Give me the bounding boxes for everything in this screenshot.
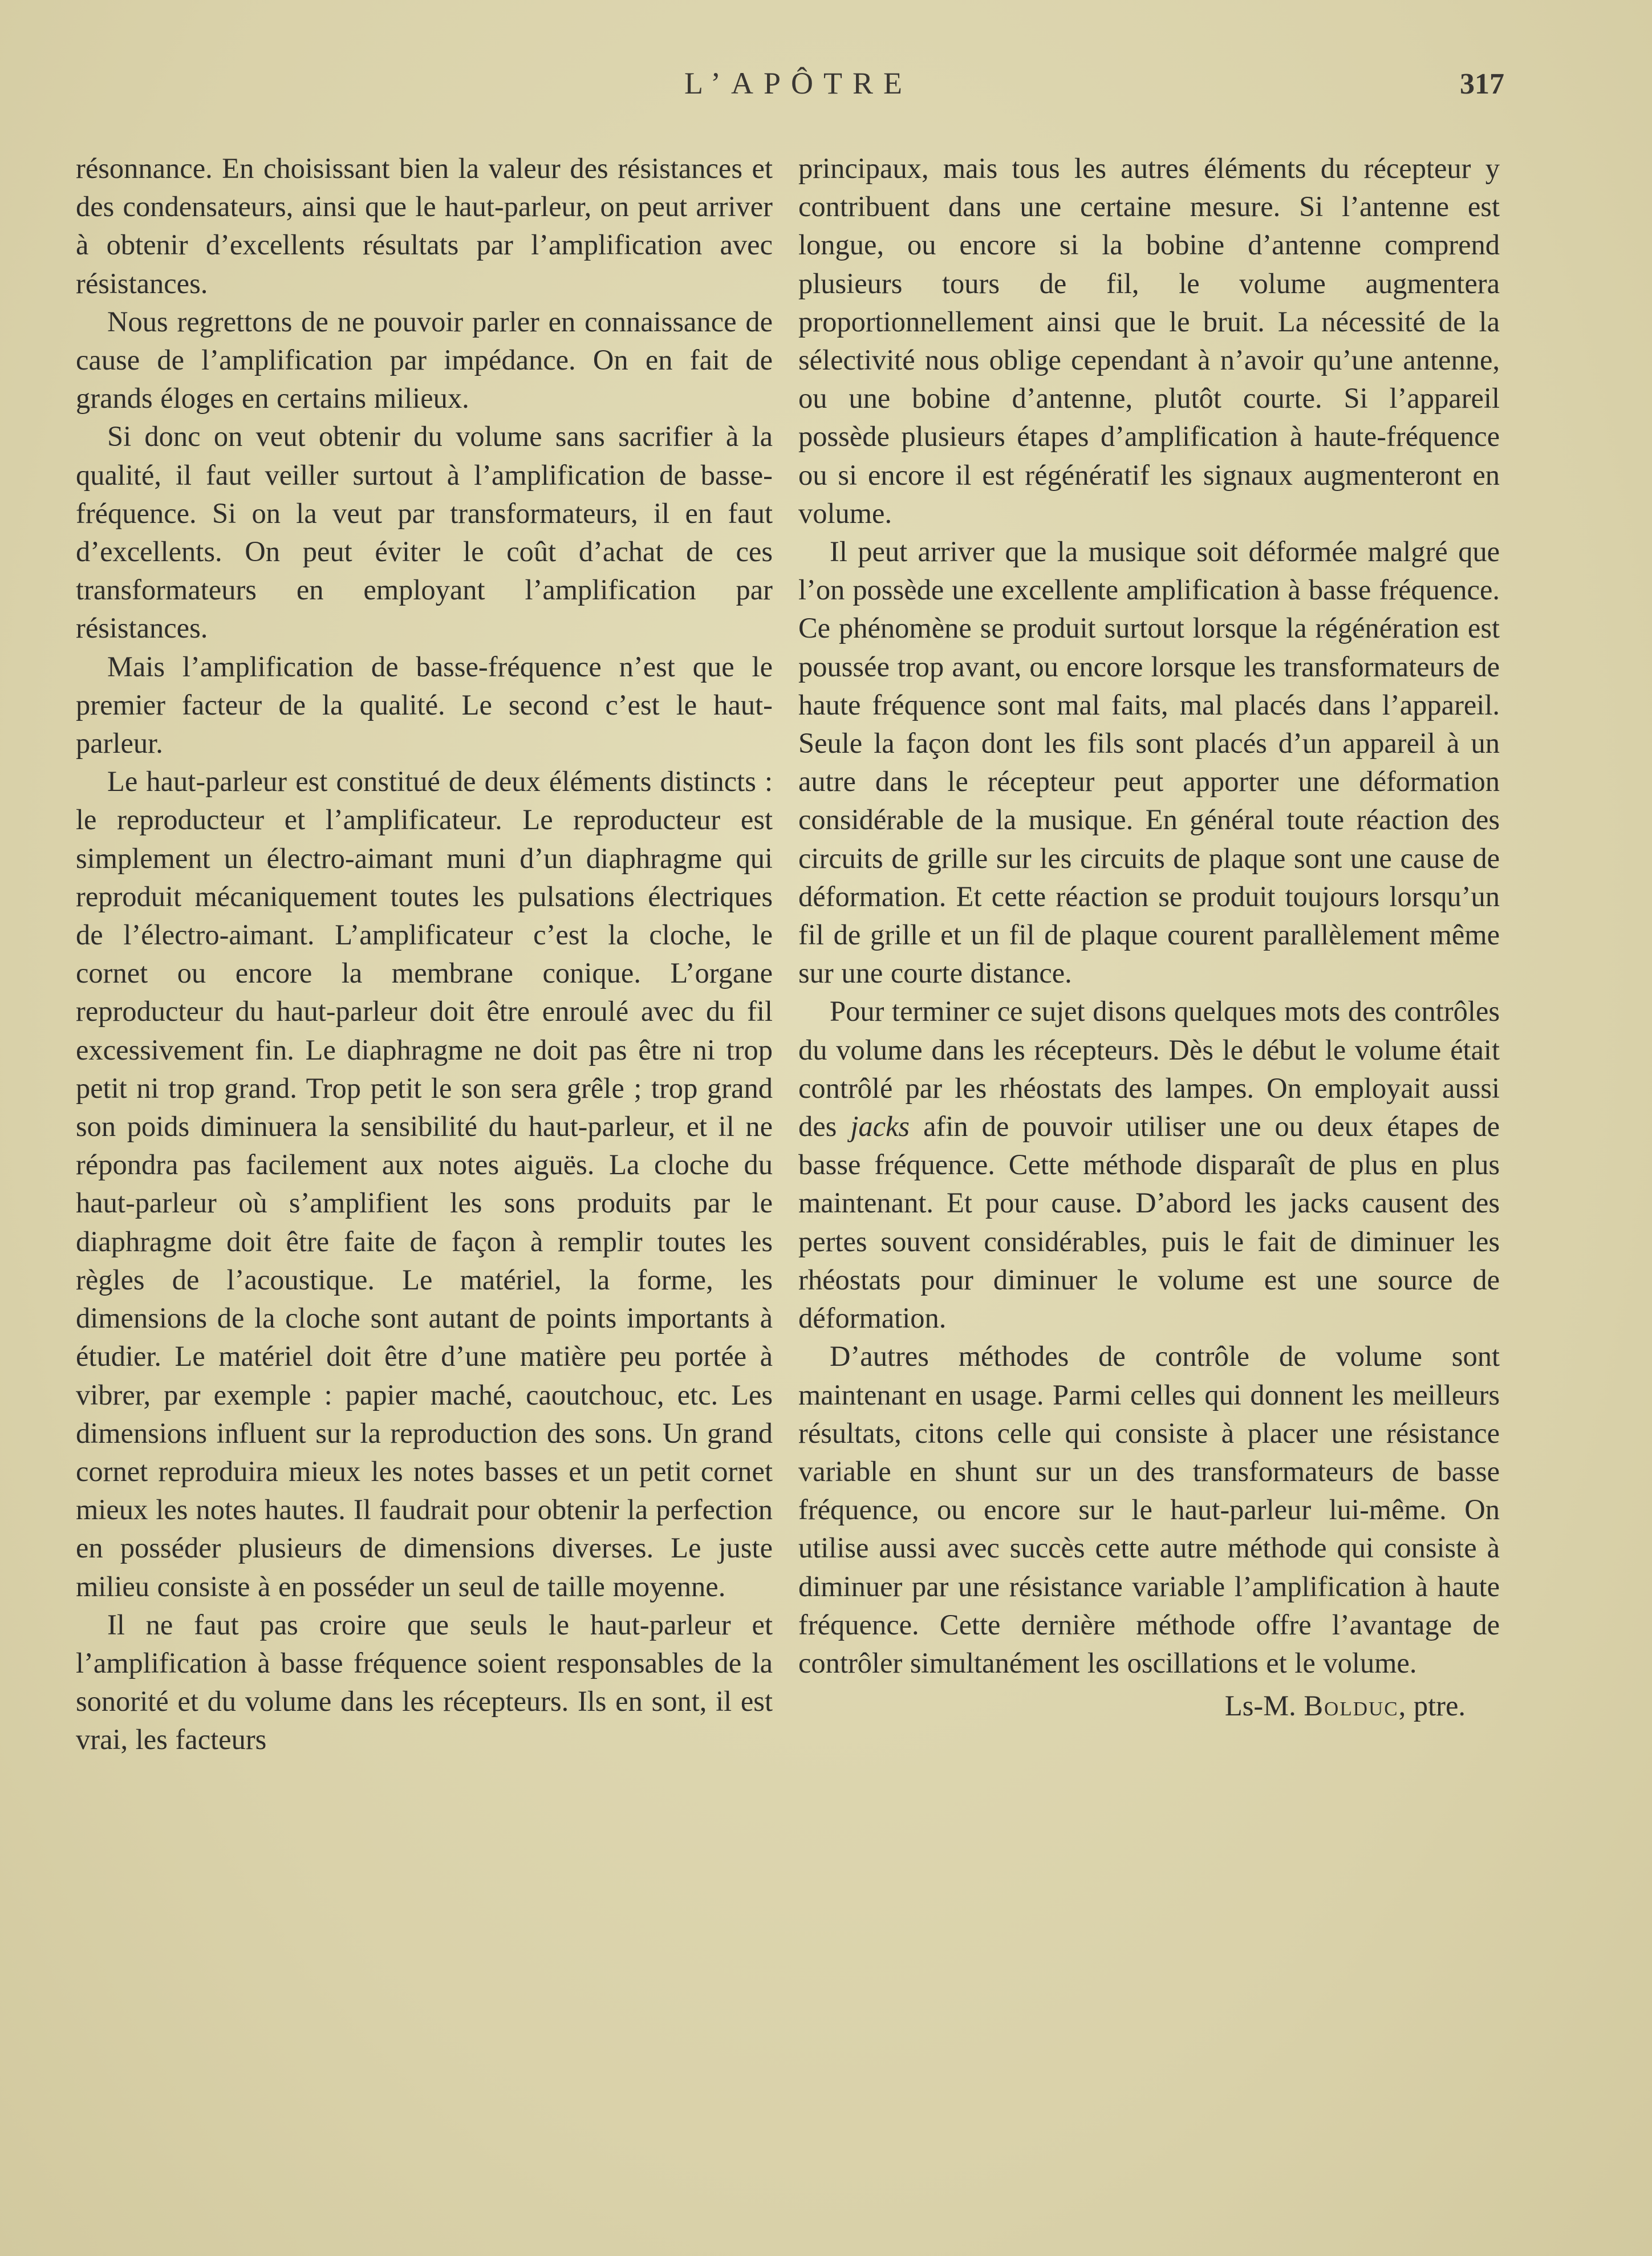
running-title: L’APÔTRE (684, 66, 913, 100)
signature-prefix: Ls-M. (1224, 1690, 1296, 1722)
paragraph: Nous regrettons de ne pouvoir parler en connaissance de cause de l’amplification par impédance. On en fait de grands éloges en certains milieux. (76, 305, 773, 415)
paragraph-text: afin de pouvoir utiliser une ou deux étapes de basse fréquence. Cette méthode disparaît de plus en plus maintenant. Et pour cause. D’abord les jacks causent des pertes souvent considérables, puis le fait de diminuer les rhéostats pour diminuer le volume est une source de déformation. (798, 1110, 1500, 1334)
paragraph: résonnance. En choisissant bien la valeur des résistances et des condensateurs, ainsi que le haut-parleur, on peut arriver à obtenir d’excellents résultats par l’amplification avec résistances. (76, 152, 773, 299)
paragraph: principaux, mais tous les autres éléments du récepteur y contribuent dans une certaine mesure. Si l’antenne est longue, ou encore si la bobine d’antenne comprend plusieurs tours de fil, le volume augmentera proportionnellement ainsi que le bruit. La nécessité de la sélectivité nous oblige cependant à n’avoir qu’une antenne, ou une bobine d’antenne, plutôt courte. Si l’appareil possède plusieurs étapes d’amplification à haute-fréquence ou si encore il est régénératif les signaux augmenteront en volume. (798, 152, 1500, 529)
paragraph-text: Pour terminer ce sujet disons quelques mots des contrôles du volume dans les récepteurs. Dès le début le volume était contrôlé par les rhéostats des lampes. On employait aussi des (798, 995, 1500, 1143)
right-column (798, 149, 1500, 1725)
signature-name: Bolduc (1304, 1690, 1399, 1722)
paragraph: Il ne faut pas croire que seuls le haut-parleur et l’amplification à basse fréquence soient responsables de la sonorité et du volume dans les récepteurs. Ils en sont, il est vrai, les facteurs (76, 1608, 773, 1756)
author-signature (798, 1687, 1500, 1725)
signature-suffix: , ptre. (1398, 1690, 1466, 1722)
paragraph: Si donc on veut obtenir du volume sans sacrifier à la qualité, il faut veiller surtout à l’amplification de basse-fréquence. Si on la veut par transformateurs, il en faut d’excellents. On peut éviter le coût d’achat de ces transformateurs en employant l’amplification par résistances. (76, 420, 773, 644)
paragraph: D’autres méthodes de contrôle de volume sont maintenant en usage. Parmi celles qui donnent les meilleurs résultats, citons celle qui consiste à placer une résistance variable en shunt sur un des transformateurs de basse fréquence, ou encore sur le haut-parleur lui-même. On utilise aussi avec succès cette autre méthode qui consiste à diminuer par une résistance variable l’amplification à haute fréquence. Cette dernière méthode offre l’avantage de contrôler simultanément les oscillations et le volume. (798, 1340, 1500, 1679)
paragraph: Le haut-parleur est constitué de deux éléments distincts : le reproducteur et l’amplificateur. Le reproducteur est simplement un électro-aimant muni d’un diaphragme qui reproduit mécaniquement toutes les pulsations électriques de l’électro-aimant. L’amplificateur c’est la cloche, le cornet ou encore la membrane conique. L’organe reproducteur du haut-parleur doit être enroulé avec du fil excessivement fin. Le diaphragme ne doit pas être ni trop petit ni trop grand. Trop petit le son sera grêle ; trop grand son poids diminuera la sensibilité du haut-parleur, et il ne répondra pas facilement aux notes aiguës. La cloche du haut-parleur où s’amplifient les sons produits par le diaphragme doit être faite de façon à remplir toutes les règles de l’acoustique. Le matériel, la forme, les dimensions de la cloche sont autant de points importants à étudier. Le matériel doit être d’une matière peu portée à vibrer, par exemple : papier maché, caoutchouc, etc. Les dimensions influent sur la reproduction des sons. Un grand cornet reproduira mieux les notes basses et un petit cornet mieux les notes hautes. Il faudrait pour obtenir la perfection en posséder plusieurs de dimensions diverses. Le juste milieu consiste à en posséder un seul de taille moyenne. (76, 765, 773, 1602)
page-number: 317 (1460, 68, 1504, 100)
paragraph: Il peut arriver que la musique soit déformée malgré que l’on possède une excellente amplification à basse fréquence. Ce phénomène se produit surtout lorsque la régénération est poussée trop avant, ou encore lorsque les transformateurs de haute fréquence sont mal faits, mal placés dans l’appareil. Seule la façon dont les fils sont placés d’un appareil à un autre dans le récepteur peut apporter une déformation considérable de la musique. En général toute réaction des circuits de grille sur les circuits de plaque sont une cause de déformation. Et cette réaction se produit toujours lorsqu’un fil de grille et un fil de plaque courent parallèlement même sur une courte distance. (798, 535, 1500, 989)
left-column (76, 149, 773, 1759)
paragraph (798, 992, 1500, 1337)
paragraph: Mais l’amplification de basse-fréquence n’est que le premier facteur de la qualité. Le second c’est le haut-parleur. (76, 650, 773, 760)
italic-term: jacks (850, 1110, 910, 1143)
